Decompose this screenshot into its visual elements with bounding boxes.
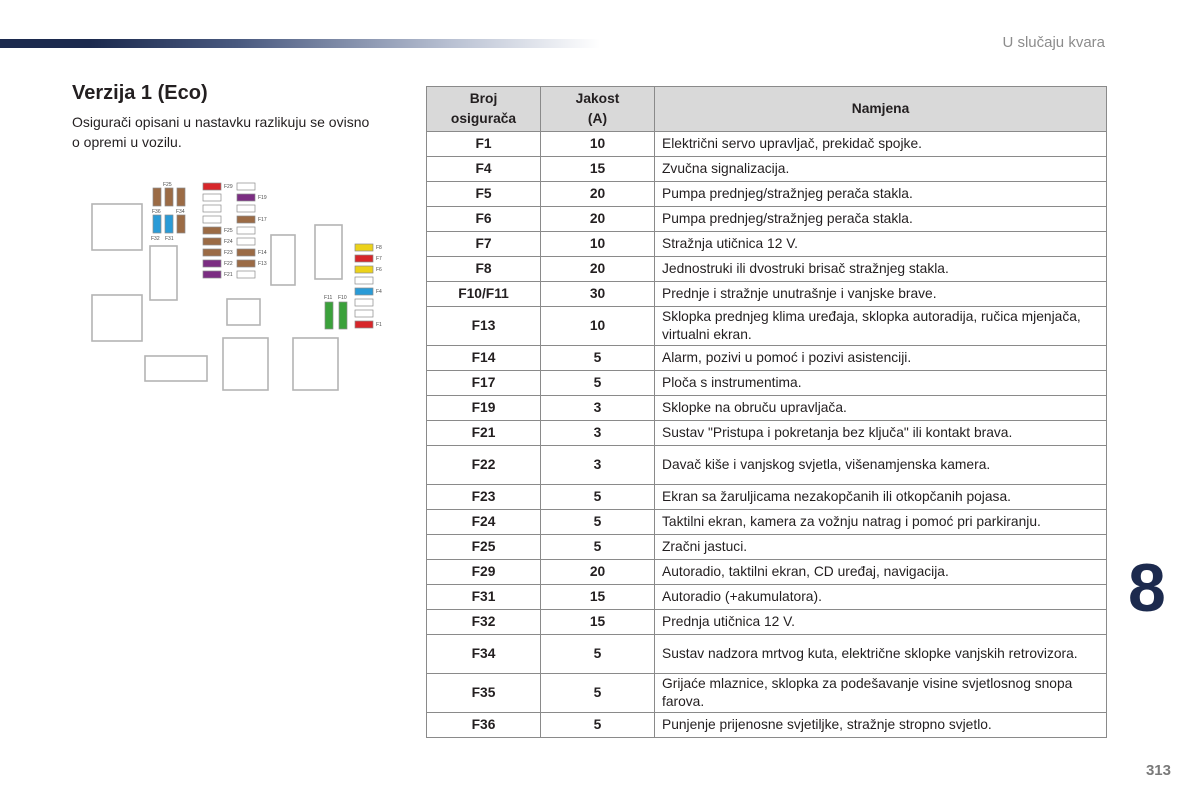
table-row (427, 560, 1107, 585)
table-row (427, 446, 1107, 485)
diagram-slot (293, 338, 338, 390)
amperage-cell: 20 (541, 182, 655, 207)
label-f11: F11 (324, 295, 333, 301)
fuse-empty (237, 227, 255, 234)
table-row (427, 307, 1107, 346)
table-row (427, 674, 1107, 713)
purpose-cell: Ploča s instrumentima. (655, 371, 1107, 396)
header-accent-bar (0, 39, 600, 48)
running-header: U slučaju kvara (1002, 34, 1105, 51)
amperage-cell: 15 (541, 610, 655, 635)
amperage-cell: 10 (541, 232, 655, 257)
fuse-number-cell: F24 (427, 510, 541, 535)
table-row (427, 346, 1107, 371)
fuse-empty (237, 183, 255, 190)
header-line: osigurača (450, 111, 517, 126)
purpose-cell: Stražnja utičnica 12 V. (655, 232, 1107, 257)
table-row (427, 713, 1107, 738)
label-f7: F7 (376, 256, 382, 262)
table-row (427, 535, 1107, 560)
fuse-f34 (177, 215, 185, 233)
amperage-cell: 5 (541, 635, 655, 674)
amperage-cell: 5 (541, 346, 655, 371)
table-row (427, 232, 1107, 257)
section-title: Verzija 1 (Eco) (72, 82, 208, 104)
purpose-cell: Prednja utičnica 12 V. (655, 610, 1107, 635)
amperage-cell: 5 (541, 510, 655, 535)
fuse-empty (355, 299, 373, 306)
table-row (427, 396, 1107, 421)
diagram-slot (223, 338, 268, 390)
fuse-number-cell: F29 (427, 560, 541, 585)
purpose-cell: Jednostruki ili dvostruki brisač stražnjeg stakla. (655, 257, 1107, 282)
label-f34: F34 (176, 209, 185, 215)
fuse-table (426, 86, 1107, 738)
purpose-cell: Alarm, pozivi u pomoć i pozivi asistenciji. (655, 346, 1107, 371)
label-f22: F22 (224, 261, 233, 267)
purpose-cell: Autoradio, taktilni ekran, CD uređaj, navigacija. (655, 560, 1107, 585)
amperage-cell: 5 (541, 713, 655, 738)
fuse-empty (203, 216, 221, 223)
purpose-cell: Sklopka prednjeg klima uređaja, sklopka autoradija, ručica mjenjača, virtualni ekran. (655, 307, 1107, 346)
fuse-f23 (203, 249, 221, 256)
label-f13: F13 (258, 261, 267, 267)
amperage-cell: 20 (541, 560, 655, 585)
table-row (427, 585, 1107, 610)
amperage-cell: 5 (541, 535, 655, 560)
amperage-cell: 20 (541, 207, 655, 232)
label-f36: F36 (152, 209, 161, 215)
purpose-cell: Autoradio (+akumulatora). (655, 585, 1107, 610)
label-f25b: F25 (224, 228, 233, 234)
label-f1: F1 (376, 322, 382, 328)
fuse-empty (355, 277, 373, 284)
fuse-f25 (203, 227, 221, 234)
amperage-cell: 3 (541, 396, 655, 421)
label-f4: F4 (376, 289, 382, 295)
fuse-empty (237, 271, 255, 278)
fuse-f11 (325, 302, 333, 329)
amperage-cell: 15 (541, 157, 655, 182)
purpose-cell: Grijaće mlaznice, sklopka za podešavanje visine svjetlosnog snopa farova. (655, 674, 1107, 713)
intro-paragraph: Osigurači opisani u nastavku razlikuju se ovisno o opremi u vozilu. (72, 114, 370, 150)
fuse-number-cell: F8 (427, 257, 541, 282)
purpose-cell: Sklopke na obruču upravljača. (655, 396, 1107, 421)
fuse-number-cell: F4 (427, 157, 541, 182)
table-header-row (427, 87, 1107, 132)
label-f25: F25 (163, 182, 172, 188)
fuse-number-cell: F6 (427, 207, 541, 232)
fuse-number-cell: F21 (427, 421, 541, 446)
purpose-cell: Taktilni ekran, kamera za vožnju natrag i pomoć pri parkiranju. (655, 510, 1107, 535)
fuse-number-cell: F10/F11 (427, 282, 541, 307)
fuse-number-cell: F7 (427, 232, 541, 257)
header-line: Jakost (575, 91, 620, 106)
amperage-cell: 3 (541, 446, 655, 485)
fuse-empty (237, 205, 255, 212)
header-line: Broj (469, 91, 498, 106)
label-f8: F8 (376, 245, 382, 251)
table-row (427, 371, 1107, 396)
fuse-number-cell: F34 (427, 635, 541, 674)
fuse-empty (203, 205, 221, 212)
label-f29: F29 (224, 184, 233, 190)
table-row (427, 157, 1107, 182)
fuse-empty (203, 194, 221, 201)
table-row (427, 421, 1107, 446)
fuse-f10 (339, 302, 347, 329)
table-row (427, 510, 1107, 535)
diagram-slot (150, 246, 177, 300)
fuse-number-cell: F23 (427, 485, 541, 510)
fuse-f1 (355, 321, 373, 328)
label-f10: F10 (338, 295, 347, 301)
amperage-cell: 10 (541, 132, 655, 157)
fuse-number-cell: F25 (427, 535, 541, 560)
diagram-slot (145, 356, 207, 381)
fuse-f21 (203, 271, 221, 278)
table-row (427, 485, 1107, 510)
amperage-cell: 20 (541, 257, 655, 282)
fuse-f22 (203, 260, 221, 267)
header-fuse-number (427, 87, 541, 132)
table-row (427, 635, 1107, 674)
fuse-number-cell: F1 (427, 132, 541, 157)
fuse-number-cell: F14 (427, 346, 541, 371)
diagram-slot (92, 204, 142, 250)
label-f23: F23 (224, 250, 233, 256)
fuse-empty (355, 310, 373, 317)
label-f14: F14 (258, 250, 267, 256)
amperage-cell: 5 (541, 485, 655, 510)
header-purpose (655, 87, 1107, 132)
label-f19: F19 (258, 195, 267, 201)
purpose-cell: Zvučna signalizacija. (655, 157, 1107, 182)
table-row (427, 182, 1107, 207)
fuse-f13 (237, 260, 255, 267)
fuse-number-cell: F17 (427, 371, 541, 396)
table-row (427, 610, 1107, 635)
amperage-cell: 10 (541, 307, 655, 346)
purpose-cell: Punjenje prijenosne svjetiljke, stražnje stropno svjetlo. (655, 713, 1107, 738)
table-row (427, 207, 1107, 232)
amperage-cell: 5 (541, 674, 655, 713)
header-line: (A) (587, 111, 608, 126)
fuse-number-cell: F32 (427, 610, 541, 635)
amperage-cell: 5 (541, 371, 655, 396)
label-f6: F6 (376, 267, 382, 273)
table-row (427, 132, 1107, 157)
diagram-slot (92, 295, 142, 341)
fuse-empty (237, 238, 255, 245)
label-f32: F32 (151, 236, 160, 242)
purpose-cell: Pumpa prednjeg/stražnjeg perača stakla. (655, 182, 1107, 207)
fuse-box-diagram (85, 178, 395, 393)
label-f24: F24 (224, 239, 233, 245)
fuse-f25-top (177, 188, 185, 206)
fuse-number-cell: F19 (427, 396, 541, 421)
fuse-f36 (153, 215, 161, 233)
table-row (427, 257, 1107, 282)
chapter-number: 8 (1128, 550, 1166, 626)
fuse-f24 (203, 238, 221, 245)
fuse-number-cell: F22 (427, 446, 541, 485)
label-f31: F31 (165, 236, 174, 242)
fuse-number-cell: F13 (427, 307, 541, 346)
amperage-cell: 3 (541, 421, 655, 446)
fuse-number-cell: F36 (427, 713, 541, 738)
fuse-number-cell: F35 (427, 674, 541, 713)
fuse-number-cell: F5 (427, 182, 541, 207)
label-f17: F17 (258, 217, 267, 223)
page-number: 313 (1145, 762, 1171, 779)
fuse-f17 (237, 216, 255, 223)
header-amperage (541, 87, 655, 132)
label-f21: F21 (224, 272, 233, 278)
fuse-f25-top (153, 188, 161, 206)
table-row (427, 282, 1107, 307)
fuse-f8 (355, 244, 373, 251)
purpose-cell: Sustav "Pristupa i pokretanja bez ključa" ili kontakt brava. (655, 421, 1107, 446)
diagram-slot (315, 225, 342, 279)
header-line: Namjena (851, 101, 910, 116)
fuse-f32 (165, 215, 173, 233)
fuse-f7 (355, 255, 373, 262)
purpose-cell: Električni servo upravljač, prekidač spojke. (655, 132, 1107, 157)
purpose-cell: Zračni jastuci. (655, 535, 1107, 560)
purpose-cell: Ekran sa žaruljicama nezakopčanih ili otkopčanih pojasa. (655, 485, 1107, 510)
diagram-slot (227, 299, 260, 325)
fuse-f6 (355, 266, 373, 273)
fuse-f4 (355, 288, 373, 295)
fuse-f19 (237, 194, 255, 201)
purpose-cell: Prednje i stražnje unutrašnje i vanjske brave. (655, 282, 1107, 307)
amperage-cell: 15 (541, 585, 655, 610)
amperage-cell: 30 (541, 282, 655, 307)
purpose-cell: Pumpa prednjeg/stražnjeg perača stakla. (655, 207, 1107, 232)
fuse-number-cell: F31 (427, 585, 541, 610)
diagram-slot (271, 235, 295, 285)
fuse-f14 (237, 249, 255, 256)
fuse-f25-top (165, 188, 173, 206)
purpose-cell: Davač kiše i vanjskog svjetla, višenamjenska kamera. (655, 446, 1107, 485)
fuse-f29 (203, 183, 221, 190)
purpose-cell: Sustav nadzora mrtvog kuta, električne sklopke vanjskih retrovizora. (655, 635, 1107, 674)
